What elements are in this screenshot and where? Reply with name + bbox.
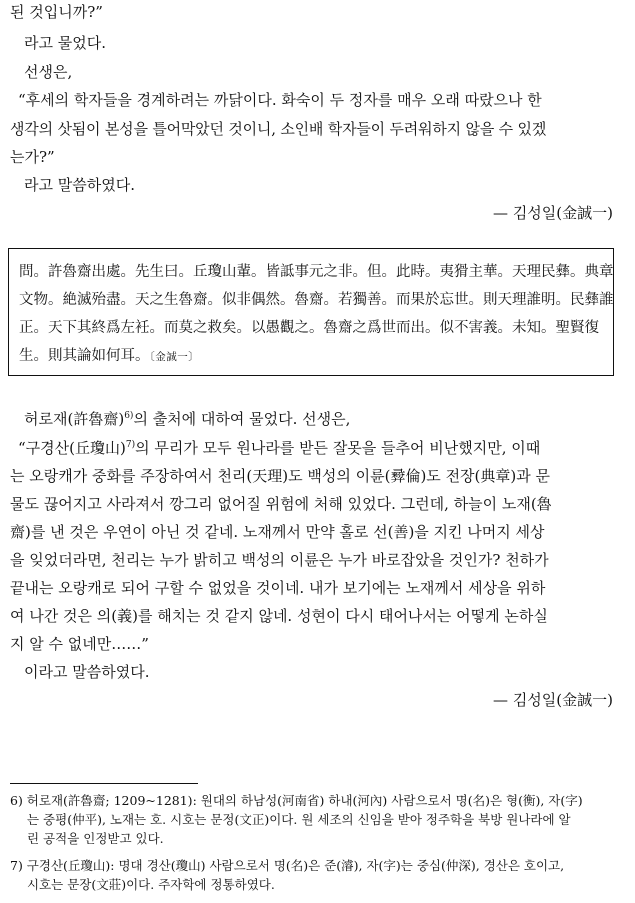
footnote-divider bbox=[10, 783, 198, 784]
hanmun-original-box bbox=[8, 248, 614, 376]
paragraph-line bbox=[18, 90, 614, 110]
hanmun-text: 生。則其論如何耳。 bbox=[19, 348, 150, 364]
line-text: 의 출처에 대하여 물었다. 선생은, bbox=[133, 410, 351, 428]
line-text: “구경산(丘瓊山) bbox=[18, 439, 126, 457]
footnote-ref-6[interactable]: 6) bbox=[124, 411, 134, 421]
line-text: 의 무리가 모두 원나라를 받든 잘못을 들추어 비난했지만, 이때 bbox=[135, 439, 541, 457]
footnote-6-line: 린 공적을 인정받고 있다. bbox=[27, 831, 164, 846]
paragraph-line: 끝내는 오랑캐로 되어 구할 수 없었을 것이네. 내가 보기에는 노재께서 세상을 위하 bbox=[10, 579, 546, 597]
paragraph-line: 생각의 삿됨이 본성을 틀어막았던 것이니, 소인배 학자들이 두려워하지 않을 수 있겠 bbox=[10, 120, 547, 138]
footnote-ref-7[interactable]: 7) bbox=[125, 440, 136, 450]
hanmun-source: 〔金誠一〕 bbox=[149, 351, 200, 363]
paragraph-line: 라고 물었다. bbox=[24, 34, 106, 52]
hanmun-line bbox=[19, 346, 199, 367]
paragraph-line: 선생은, bbox=[24, 63, 73, 81]
author-signature: — 김성일(金誠一) bbox=[493, 691, 613, 709]
paragraph-line: 된 것입니까?” bbox=[10, 3, 103, 21]
footnote-7-line: 시호는 문장(文莊)이다. 주자학에 정통하였다. bbox=[27, 877, 275, 892]
paragraph-line: 이라고 말씀하였다. bbox=[24, 663, 150, 681]
hanmun-line: 問。許魯齋出處。先生曰。丘瓊山輩。皆詆事元之非。但。此時。夷猾主華。天理民彝。典章 bbox=[19, 264, 614, 280]
paragraph-line: 물도 끊어지고 사라져서 깡그리 없어질 위험에 처해 있었다. 그런데, 하늘이 노재(魯 bbox=[10, 495, 552, 513]
paragraph-line: 齋)를 낸 것은 우연이 아닌 것 같네. 노재께서 만약 홀로 선(善)을 지킨 나머지 세상 bbox=[10, 523, 545, 541]
footnote-6-line: 는 중평(仲平), 노재는 호. 시호는 문정(文正)이다. 원 세조의 신임을 받아 정주학을 북방 원나라에 알 bbox=[27, 812, 571, 827]
hanmun-line: 文物。絶滅殆盡。天之生魯齋。似非偶然。魯齋。若獨善。而果於忘世。則天理誰明。民彝誰 bbox=[19, 292, 614, 308]
paragraph-line: 는 오랑캐가 중화를 주장하여서 천리(天理)도 백성의 이륜(彛倫)도 전장(典章)과 문 bbox=[10, 467, 551, 485]
paragraph-line: 라고 말씀하였다. bbox=[24, 176, 135, 194]
line-text: 허로재(許魯齋) bbox=[24, 410, 125, 428]
author-signature: — 김성일(金誠一) bbox=[493, 204, 613, 222]
paragraph-line: 을 잊었더라면, 천리는 누가 밝히고 백성의 이륜은 누가 바로잡았을 것인가? 천하가 bbox=[10, 551, 549, 569]
paragraph-line: 여 나간 것은 의(義)를 해치는 것 같지 않네. 성현이 다시 태어나서는 어떻게 논하실 bbox=[10, 607, 548, 625]
paragraph-line bbox=[18, 438, 614, 458]
paragraph-line: 는가?” bbox=[10, 148, 55, 166]
footnote-6-line: 6) 허로재(許魯齋; 1209~1281): 원대의 하남성(河南省) 하내(河內) 사람으로서 명(名)은 형(衡), 자(字) bbox=[10, 793, 583, 808]
footnote-7-line: 7) 구경산(丘瓊山): 명대 경산(瓊山) 사람으로서 명(名)은 준(濬), 자(字)는 중심(仲深), 경산은 호이고, bbox=[10, 858, 565, 873]
paragraph-line: 지 알 수 없네만……” bbox=[10, 635, 149, 653]
paragraph-line bbox=[24, 409, 350, 429]
line-text: “후세의 학자들을 경계하려는 까닭이다. 화숙이 두 정자를 매우 오래 따랐으나 한 bbox=[18, 91, 542, 109]
hanmun-line: 正。天下其終爲左衽。而莫之救矣。以愚觀之。魯齋之爲世而出。似不害義。未知。聖賢復 bbox=[19, 320, 599, 336]
